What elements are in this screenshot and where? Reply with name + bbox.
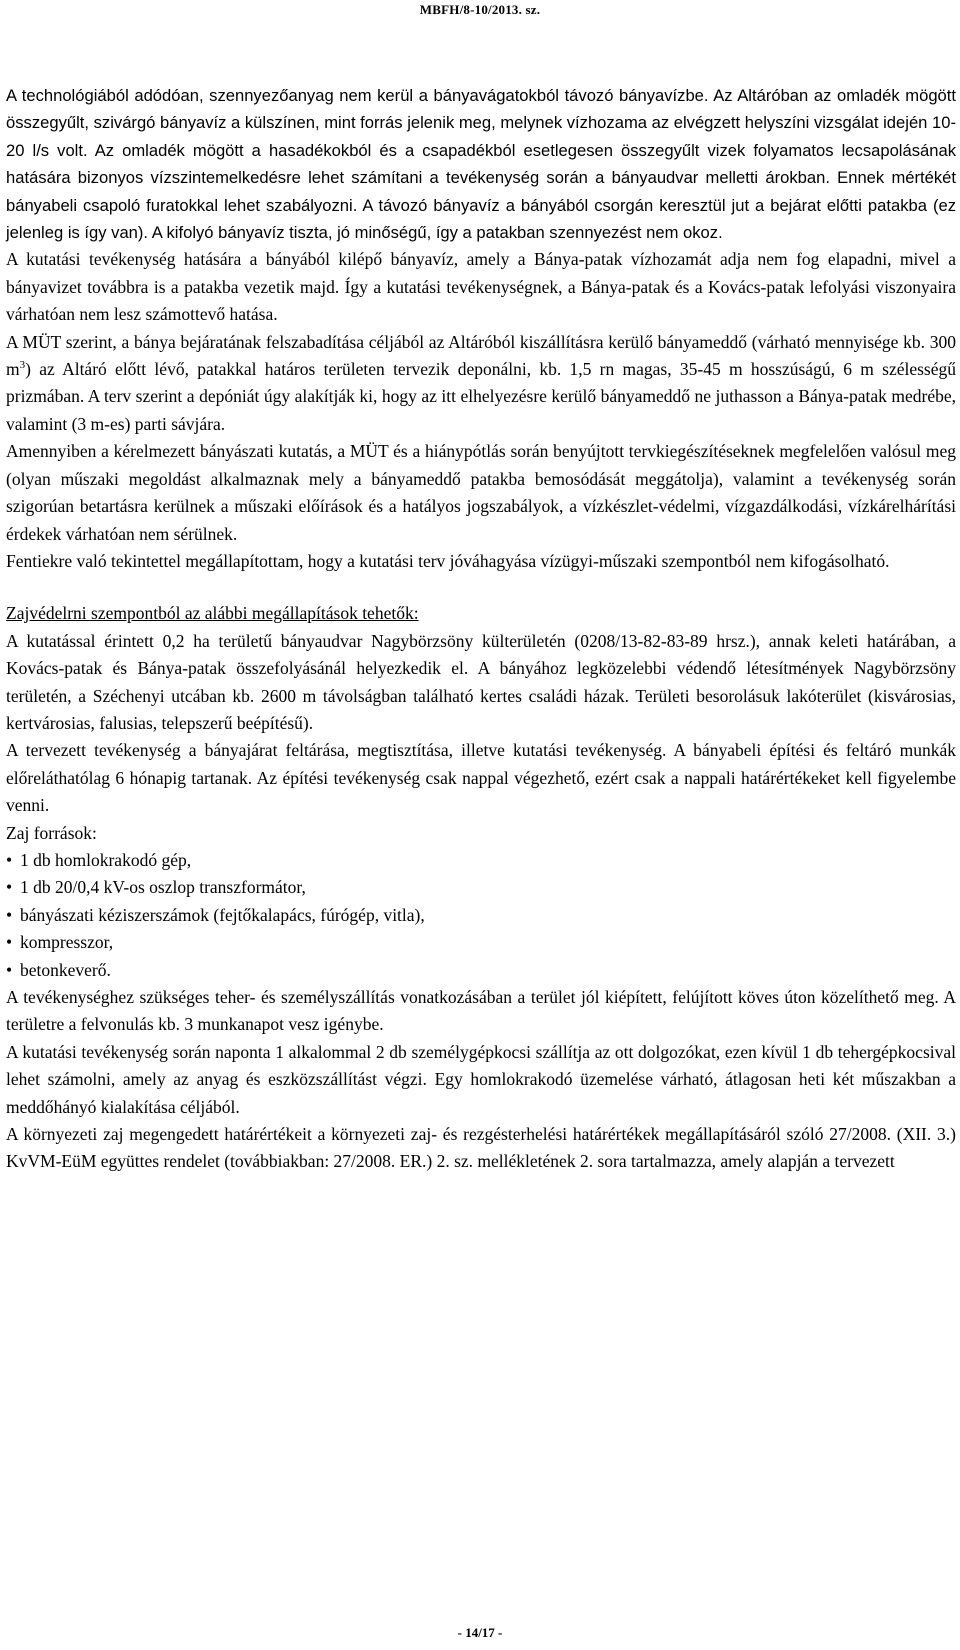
list-item: • 1 db homlokrakodó gép, <box>6 847 956 874</box>
noise-sources-list <box>6 847 956 984</box>
paragraph-daily-traffic: A kutatási tevékenység során naponta 1 alkalommal 2 db személygépkocsi szállítja az ott dolgozókat, ezen kívül 1 db tehergépkocsival lehet számolni, amely az anyag és eszközszállítást végzi. Egy homlokrakodó üzemelése várható, átlagosan heti két műszakban a meddőhányó kialakítása céljából. <box>6 1041 956 1117</box>
noise-sources-label: Zaj források: <box>6 822 97 843</box>
paragraph-site-location: A kutatással érintett 0,2 ha területű bányaudvar Nagybörzsöny külterületén (0208/13-82-83-89 hrsz.), annak keleti határában, a Kovács-patak és Bánya-patak összefolyásánál helyezkedik el. A bányához legközelebbi védendő létesítmények Nagybörzsöny területén, a Széchenyi utcában kb. 2600 m távolságban található kertes családi házak. Területi besorolásuk lakóterület (kisvárosias, kertvárosias, falusias, telepszerű beépítésű). <box>6 630 956 733</box>
paragraph-water-flow-effect: A kutatási tevékenység hatására a bányából kilépő bányavíz, amely a Bánya-patak vízhozamát adja nem fog elapadni, mivel a bányavizet továbbra is a patakba vezetik majd. Így a kutatási tevékenységnek, a Bánya-patak és a Kovács-patak lefolyási viszonyaira várhatóan nem lesz számottevő hatása. <box>6 249 956 325</box>
cubic-superscript: 3 <box>19 359 26 372</box>
list-item: • bányászati kéziszerszámok (fejtőkalapács, fúrógép, vitla), <box>6 902 956 929</box>
document-reference-header: MBFH/8-10/2013. sz. <box>419 2 541 17</box>
paragraph-spoil-deposit <box>6 329 956 439</box>
list-item: • betonkeverő. <box>6 957 956 984</box>
noise-section-heading: Zajvédelrni szempontból az alábbi megállapítások tehetők: <box>6 603 419 624</box>
list-item: • kompresszor, <box>6 929 956 956</box>
spoil-deposit-text-b: ) az Altáró előtt lévő, patakkal határos területen tervezik deponálni, kb. 1,5 rn magas, 35-45 m hosszúságú, 6 m szélességű prizmában. A terv szerint a depóniát úgy alakítják ki, hogy az itt elhelyezésre kerülő bányameddő ne juthasson a Bánya-patak medrébe, valamint (3 m-es) parti sávjára. <box>6 359 956 434</box>
paragraph-noise-limits: A környezeti zaj megengedett határértékeit a környezeti zaj- és rezgésterhelési határértékek megállapításáról szóló 27/2008. (XII. 3.) KvVM-EüM együttes rendelet (továbbiakban: 27/2008. ER.) 2. sz. mellékletének 2. sora tartalmazza, amely alapján a tervezett <box>6 1124 956 1172</box>
page-number-footer: - 14/17 - <box>457 1625 503 1640</box>
paragraph-water-conclusion-conditions: Amennyiben a kérelmezett bányászati kutatás, a MÜT és a hiánypótlás során benyújtott tervkiegészítéseknek megfelelően valósul meg (olyan műszaki megoldást alkalmaznak mely a bányameddő patakba bemosódását meggátolja), valamint a tevékenység során szigorúan betartásra kerülnek a műszaki előírások és a hatályos jogszabályok, a vízkészlet-védelmi, vízgazdálkodási, vízkárelhárítási érdekek várhatóan nem sérülnek. <box>6 441 956 544</box>
paragraph-water-technology: A technológiából adódóan, szennyezőanyag nem kerül a bányavágatokból távozó bányavízbe. Az Altáróban az omladék mögött összegyűlt, szivárgó bányavíz a külszínen, mint forrás jelenik meg, melynek vízhozama az elvégzett helyszíni vizsgálat idején 10-20 l/s volt. Az omladék mögött a hasadékokból és a csapadékból esetlegesen összegyűlt vizek folyamatos lecsapolásának hatására bizonyos vízszintemelkedésre lehet számítani a tevékenység során a bányaudvar melletti árokban. Ennek mértékét bányabeli csapoló furatokkal lehet szabályozni. A távozó bányavíz a bányából csorgán keresztül jut a bejárat előtti patakba (ez jelenleg is így van). A kifolyó bányavíz tiszta, jó minőségű, így a patakban szennyezést nem okoz. <box>6 86 956 243</box>
spoil-deposit-text-a: A MÜT szerint, a bánya bejáratának felszabadítása céljából az Altáróból kiszállításra kerülő bányameddő (várható mennyisége kb. 300 m <box>6 331 956 380</box>
list-item: • 1 db 20/0,4 kV-os oszlop transzformátor, <box>6 874 956 901</box>
paragraph-planned-activity: A tervezett tevékenység a bányajárat feltárása, megtisztítása, illetve kutatási tevékenység. A bányabeli építési és feltáró munkák előreláthatólag 6 hónapig tartanak. Az építési tevékenység csak nappal végezhető, ezért csak a nappali határértékeket kell figyelembe venni. <box>6 740 956 816</box>
paragraph-water-conclusion: Fentiekre való tekintettel megállapítottam, hogy a kutatási terv jóváhagyása vízügyi-műszaki szempontból nem kifogásolható. <box>6 550 890 571</box>
document-body <box>6 82 956 1176</box>
paragraph-transport: A tevékenységhez szükséges teher- és személyszállítás vonatkozásában a terület jól kiépített, felújított köves úton közelíthető meg. A területre a felvonulás kb. 3 munkanapot vesz igénybe. <box>6 987 956 1035</box>
section-spacer <box>6 575 956 600</box>
